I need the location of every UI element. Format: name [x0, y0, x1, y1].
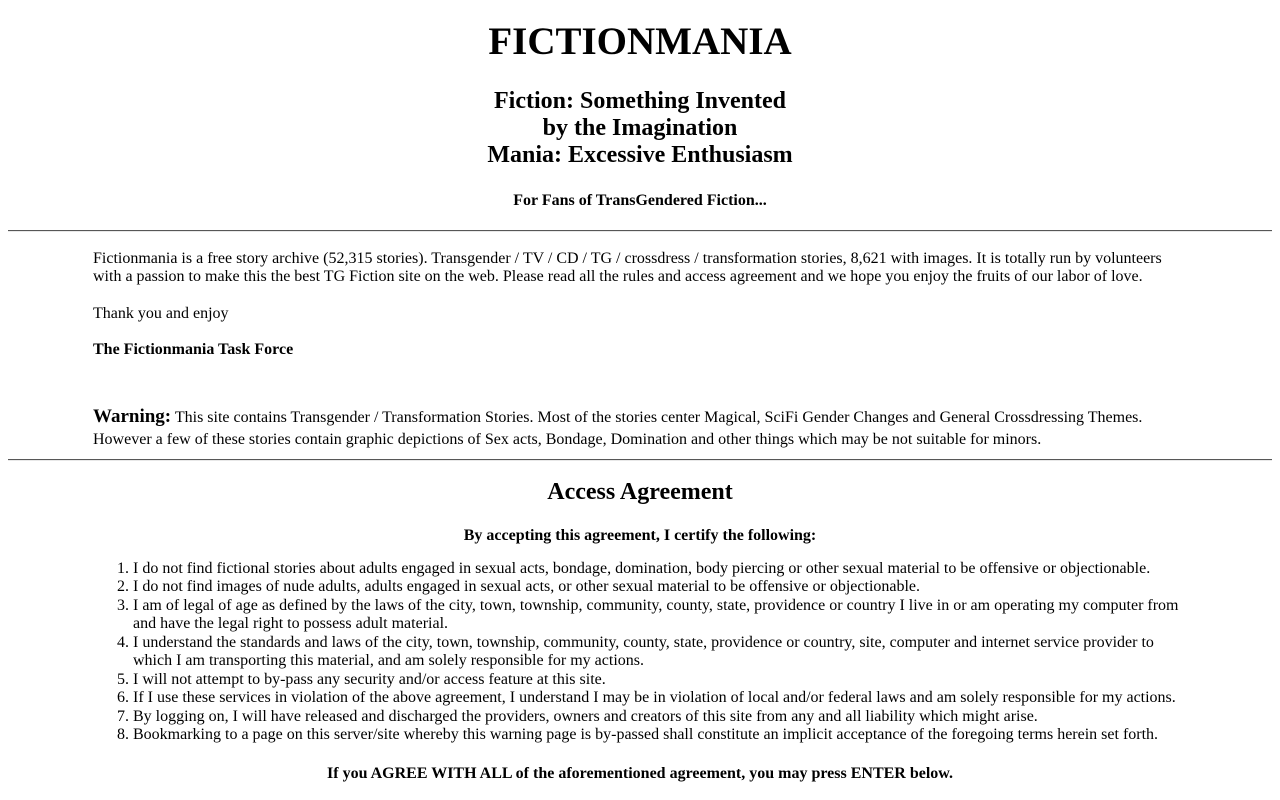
agreement-item-3: 3. I am of legal of age as defined by the laws of the city, town, township, community, county, state, providence or country I live in or am operating my computer from and have the legal right to possess adult material.: [133, 597, 1187, 634]
thanks-line: Thank you and enjoy: [93, 304, 229, 322]
subtitle-line-3: Mania: Excessive Enthusiasm: [487, 141, 793, 168]
task-force-signature: The Fictionmania Task Force: [93, 341, 294, 359]
site-title: FICTIONMANIA: [488, 20, 792, 63]
intro-section: [93, 250, 1187, 451]
agreement-item-4: 4. I understand the standards and laws of the city, town, township, community, county, state, providence or country, site, computer and internet service provider to which I am transporting this material, and am solely responsible for my actions.: [133, 634, 1187, 671]
tagline: For Fans of TransGendered Fiction...: [513, 191, 767, 209]
page-header: [0, 20, 1280, 210]
access-agreement-section: [93, 479, 1187, 783]
agreement-item-1: 1. I do not find fictional stories about adults engaged in sexual acts, bondage, domination, body piercing or other sexual material to be offensive or objectionable.: [133, 560, 1187, 579]
top-divider: [8, 230, 1272, 232]
agreement-subheading: By accepting this agreement, I certify the following:: [463, 526, 817, 544]
bottom-divider: [8, 459, 1272, 461]
access-agreement-heading: Access Agreement: [547, 478, 733, 505]
warning-text: This site contains Transgender / Transformation Stories. Most of the stories center Magical, SciFi Gender Changes and General Crossdressing Themes. However a few of these stories contain graphic depictions of Sex acts, Bondage, Domination and other things which may be not suitable for minors.: [93, 408, 1143, 448]
subtitle-line-2: by the Imagination: [542, 114, 738, 141]
warning-label: Warning:: [93, 405, 172, 427]
agreement-item-6: 6. If I use these services in violation of the above agreement, I understand I may be in violation of local and/or federal laws and am solely responsible for my actions.: [133, 689, 1187, 708]
agreement-item-5: 5. I will not attempt to by-pass any security and/or access feature at this site.: [133, 671, 1187, 690]
agreement-item-8: 8. Bookmarking to a page on this server/site whereby this warning page is by-passed shall constitute an implicit acceptance of the foregoing terms herein set forth.: [133, 726, 1187, 745]
agreement-item-7: 7. By logging on, I will have released and discharged the providers, owners and creators of this site from any and all liability which might arise.: [133, 708, 1187, 727]
intro-paragraph: Fictionmania is a free story archive (52,315 stories). Transgender / TV / CD / TG / crossdress / transformation stories, 8,621 with images. It is totally run by volunteers with a passion to make this the best TG Fiction site on the web. Please read all the rules and access agreement and we hope you enjoy the fruits of our labor of love.: [93, 249, 1162, 286]
agreement-list: [93, 560, 1187, 745]
subtitle-line-1: Fiction: Something Invented: [493, 87, 786, 114]
warning-paragraph: [93, 406, 1187, 451]
agreement-item-2: 2. I do not find images of nude adults, adults engaged in sexual acts, or other sexual material to be offensive or objectionable.: [133, 578, 1187, 597]
site-subtitle: [0, 88, 1280, 169]
agreement-footer: If you AGREE WITH ALL of the aforementioned agreement, you may press ENTER below.: [327, 764, 953, 782]
